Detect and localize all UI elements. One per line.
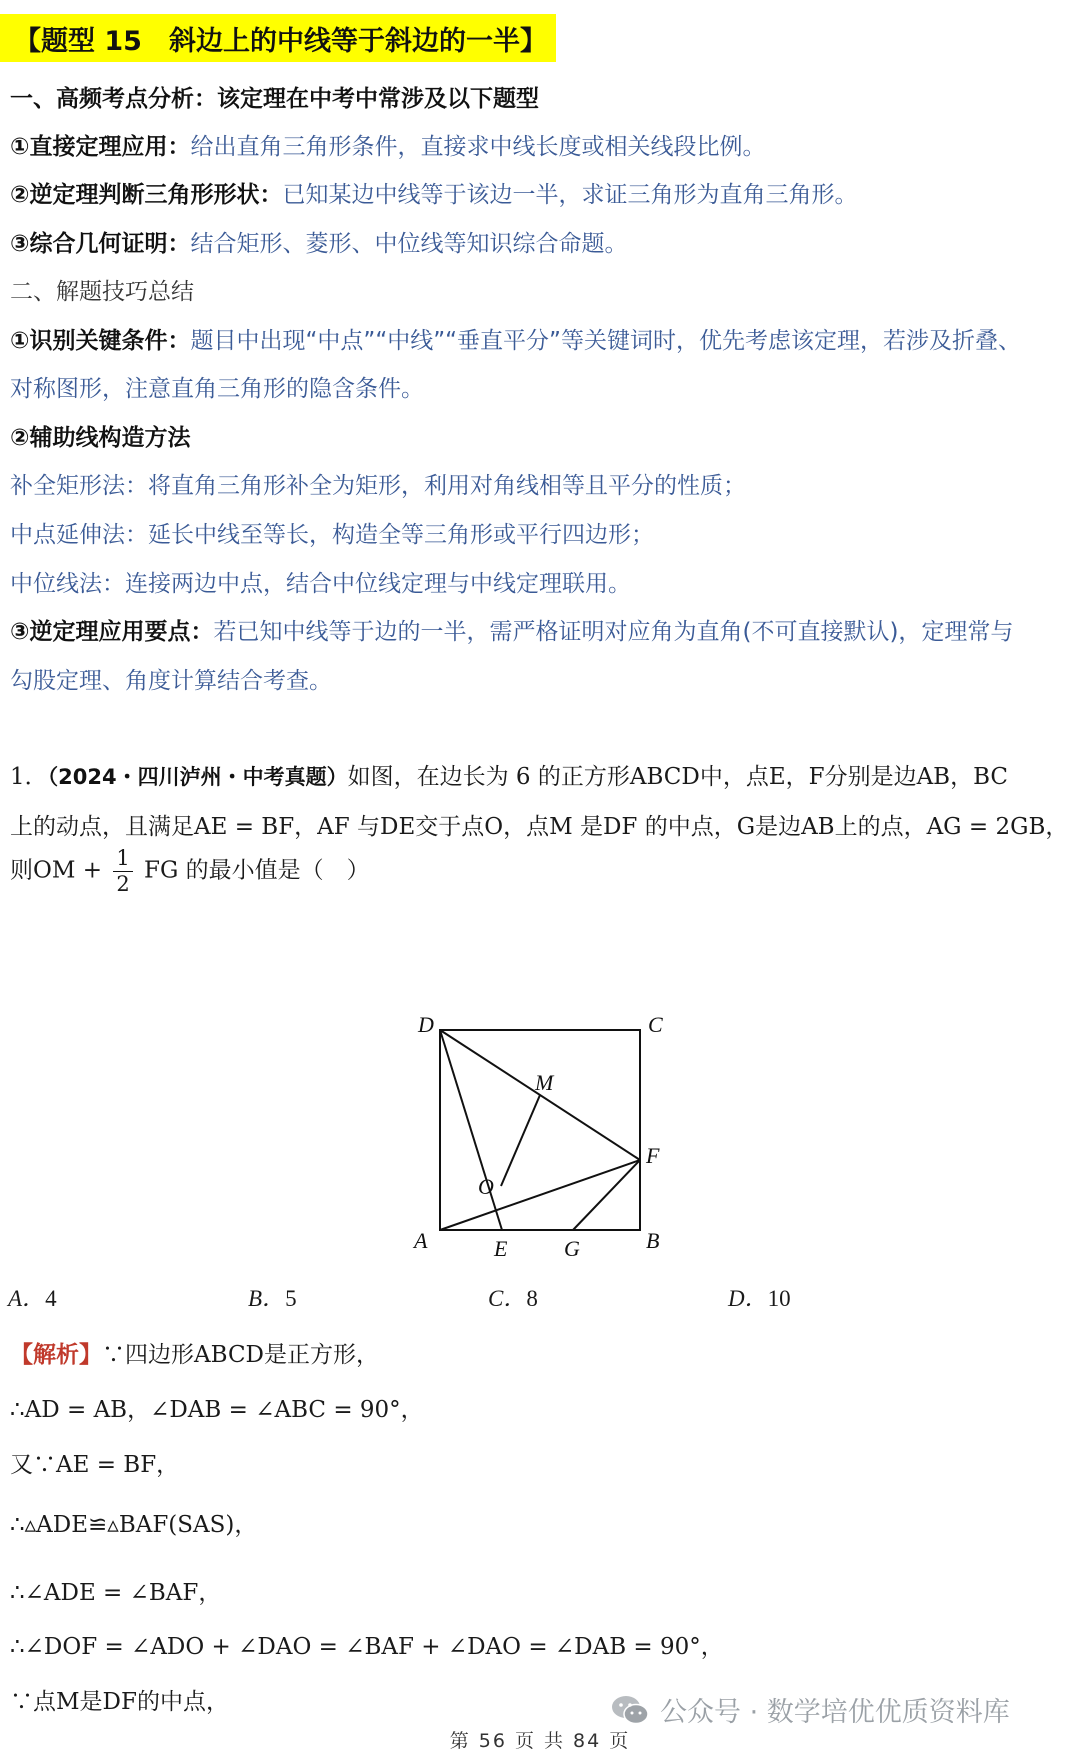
item-text: 若已知中线等于边的一半，需严格证明对应角为直角(不可直接默认)，定理常与: [213, 619, 1014, 645]
analysis-line-2: ∴AD = AB，∠DAB = ∠ABC = 90°，: [10, 1397, 424, 1423]
segment-af: [440, 1160, 640, 1230]
fraction-one-half: [113, 848, 132, 895]
wechat-watermark: [610, 1690, 1010, 1729]
section2-item-3-cont: 勾股定理、角度计算结合考查。: [10, 668, 332, 694]
choice-letter: A．: [8, 1286, 46, 1311]
question-text-1: 如图，在边长为 6 的正方形ABCD中，点E，F分别是边AB，BC: [347, 764, 1009, 790]
choice-c[interactable]: [488, 1280, 538, 1313]
section-title-banner: 【题型 15 斜边上的中线等于斜边的一半】: [0, 14, 556, 62]
choice-value: 4: [45, 1286, 57, 1311]
segment-fg: [573, 1160, 640, 1230]
choice-value: 5: [285, 1286, 297, 1311]
watermark-text: 公众号 · 数学培优优质资料库: [660, 1697, 1010, 1728]
item-text: 题目中出现“中点”“中线”“垂直平分”等关键词时，优先考虑该定理，若涉及折叠、: [190, 328, 1021, 354]
section1-item-2: [10, 176, 857, 209]
analysis-line-4: ∴▵ADE≌▵BAF(SAS)，: [10, 1512, 258, 1538]
method-rectangle: 补全矩形法：将直角三角形补全为矩形，利用对角线相等且平分的性质；: [10, 473, 746, 499]
label-b: B: [646, 1228, 660, 1253]
choice-b[interactable]: [248, 1280, 297, 1313]
label-a: A: [414, 1228, 428, 1253]
label-m: M: [535, 1070, 554, 1095]
question-source: （2024・四川泸州・中考真题）: [47, 765, 348, 789]
section1-heading: 一、高频考点分析：该定理在中考中常涉及以下题型: [10, 86, 539, 112]
page-footer: 第 56 页 共 84 页: [449, 1730, 631, 1752]
choice-letter: C．: [488, 1286, 527, 1311]
analysis-text: ∵四边形ABCD是正方形，: [102, 1342, 379, 1368]
section1-item-1: [10, 128, 765, 161]
wechat-icon: [610, 1693, 650, 1727]
label-o: O: [478, 1174, 494, 1199]
section2-heading: 二、解题技巧总结: [10, 279, 194, 305]
question-line-1: [10, 758, 1008, 791]
question-line-2: 上的动点，且满足AE = BF，AF 与DE交于点O，点M 是DF 的中点，G是边AB上的点，AG = 2GB，: [10, 814, 1069, 840]
choice-value: 10: [767, 1286, 791, 1311]
label-f: F: [646, 1143, 660, 1168]
section1-item-3: [10, 225, 627, 258]
section2-item-2-label: ②辅助线构造方法: [10, 425, 191, 451]
item-text: 结合矩形、菱形、中位线等知识综合命题。: [190, 231, 628, 257]
label-g: G: [564, 1236, 580, 1261]
question-text-3a: 则OM +: [10, 857, 102, 884]
fraction-numerator: 1: [113, 848, 132, 872]
choice-value: 8: [526, 1286, 538, 1311]
analysis-tag: 【解析】: [10, 1342, 102, 1368]
question-number: 1．: [10, 764, 48, 790]
section2-item-1-cont: 对称图形，注意直角三角形的隐含条件。: [10, 376, 424, 402]
item-text: 给出直角三角形条件，直接求中线长度或相关线段比例。: [190, 134, 766, 160]
question-line-3: [10, 848, 370, 895]
label-c: C: [648, 1012, 663, 1037]
question-text-3b: FG 的最小值是（ ）: [144, 857, 370, 884]
item-label: ②逆定理判断三角形形状：: [10, 182, 283, 208]
section2-item-1: [10, 322, 1021, 355]
choice-a[interactable]: [8, 1280, 57, 1313]
method-midpoint-extend: 中点延伸法：延长中线至等长，构造全等三角形或平行四边形；: [10, 522, 654, 548]
item-label: ③综合几何证明：: [10, 231, 191, 257]
segment-de: [440, 1030, 502, 1230]
item-text: 已知某边中线等于该边一半，求证三角形为直角三角形。: [282, 182, 858, 208]
item-label: ①识别关键条件：: [10, 328, 191, 354]
label-e: E: [494, 1236, 508, 1261]
analysis-line-3: 又∵AE = BF，: [10, 1452, 180, 1478]
answer-choices: [0, 1280, 1080, 1314]
method-midline: 中位线法：连接两边中点，结合中位线定理与中线定理联用。: [10, 571, 631, 597]
label-d: D: [418, 1012, 434, 1037]
section2-item-3: [10, 613, 1013, 646]
analysis-line-1: [10, 1336, 379, 1369]
square-geometry-figure: [410, 1010, 670, 1270]
item-label: ①直接定理应用：: [10, 134, 191, 160]
choice-letter: D．: [728, 1286, 768, 1311]
analysis-line-6: ∴∠DOF = ∠ADO + ∠DAO = ∠BAF + ∠DAO = ∠DAB = 90°，: [10, 1634, 724, 1660]
fraction-denominator: 2: [116, 872, 130, 896]
choice-letter: B．: [248, 1286, 286, 1311]
analysis-line-7: ∵点M是DF的中点，: [10, 1689, 229, 1715]
segment-om: [501, 1095, 540, 1186]
choice-d[interactable]: [728, 1280, 791, 1313]
analysis-line-5: ∴∠ADE = ∠BAF，: [10, 1580, 222, 1606]
item-label: ③逆定理应用要点：: [10, 619, 214, 645]
